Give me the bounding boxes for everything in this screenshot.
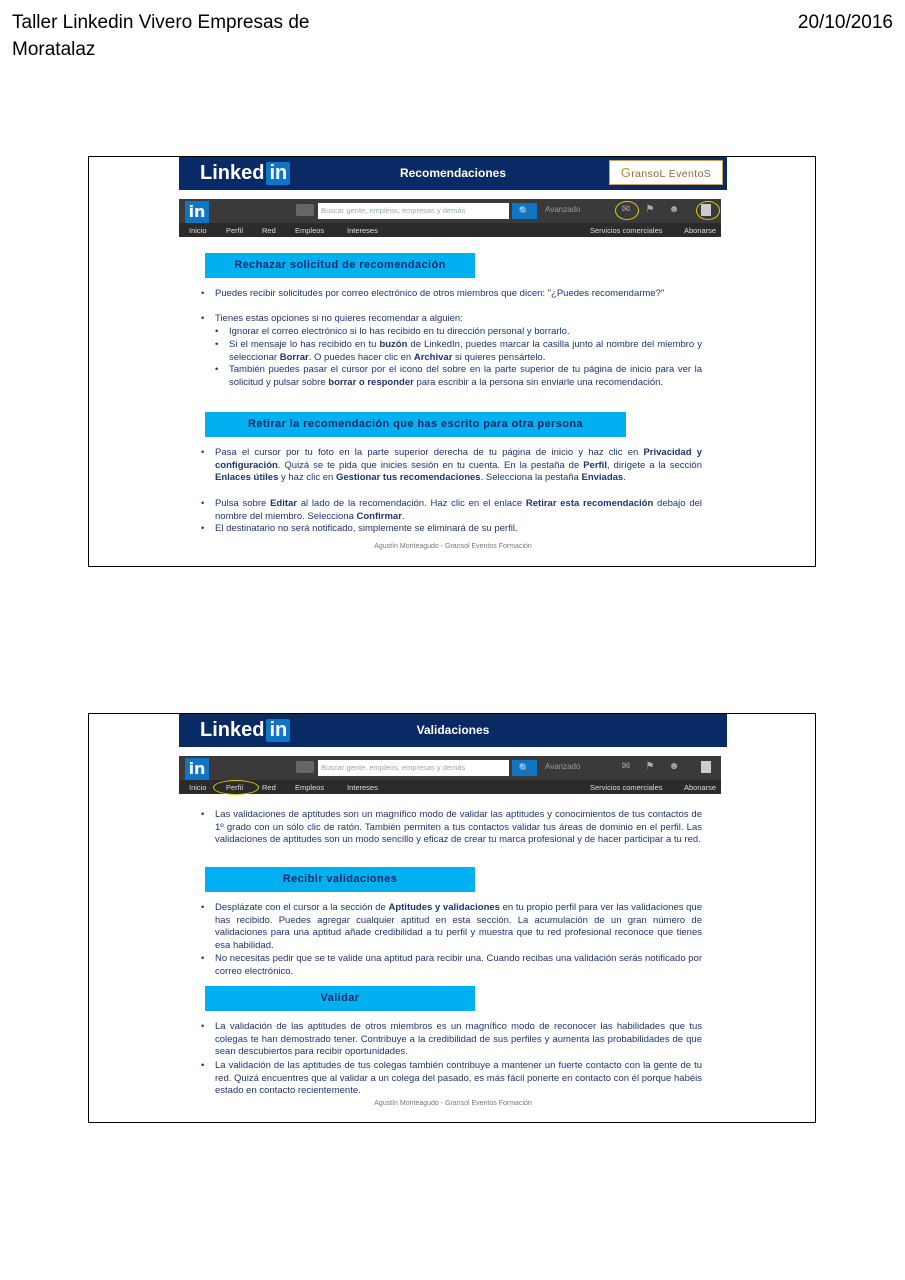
- section-heading: Validar: [205, 986, 475, 1011]
- gransol-logo: GransoL EventoS: [609, 160, 723, 185]
- nav-perfil[interactable]: Perfil: [226, 226, 244, 235]
- bullet-item: • La validación de las aptitudes de otros miembros es un magnífico modo de reconocer las habilidades que tus colegas te han demostrado tener. Contribuye a la credibilidad de sus perfiles y aumenta las probabilidades de que sean descubiertos para recibir oportunidades.: [201, 1021, 702, 1058]
- linkedin-logo: Linked in: [200, 162, 290, 185]
- linkedin-home-icon[interactable]: in: [185, 758, 209, 780]
- menu-icon[interactable]: [296, 204, 314, 216]
- slide-footer: Agustín Monteagudo - Gransol Eventos Formación: [374, 543, 532, 550]
- sub-bullet-item: • También puedes pasar el cursor por el icono del sobre en la parte superior de tu página de inicio para ver la solicitud y pulsar sobre borrar o responder para escribir a la persona sin enviarle una recomendación.: [215, 364, 702, 388]
- nav-intereses[interactable]: Intereses: [347, 226, 378, 235]
- bullet-item: • Las validaciones de aptitudes son un magnífico modo de validar las aptitudes y conocimientos de tus contactos de 1º grado con un sólo clic de ratón. También permiten a tus contactos validar tus áreas de dominio en el perfil. Las validaciones de aptitudes son un modo sencillo y eficaz de crear tu marca profesional y de hacer participar a tu red.: [201, 809, 702, 846]
- linkedin-navbar: [179, 199, 721, 237]
- search-input[interactable]: Buscar gente, empleos, empresas y demás: [318, 760, 509, 776]
- flag-icon[interactable]: ⚑: [645, 204, 655, 215]
- profile-icon[interactable]: [701, 761, 711, 773]
- slide-title-bar: [179, 157, 727, 190]
- add-contact-icon[interactable]: ☻: [668, 761, 680, 772]
- advanced-search-link[interactable]: Avanzado: [545, 762, 581, 771]
- envelope-icon[interactable]: ✉: [621, 761, 631, 772]
- bullet-item: • El destinatario no será notificado, simplemente se eliminará de su perfil.: [201, 523, 518, 534]
- nav-abonarse[interactable]: Abonarse: [684, 226, 717, 235]
- slide-title-bar: [179, 714, 727, 747]
- search-icon[interactable]: 🔍: [512, 203, 537, 219]
- slide-recomendaciones: [88, 156, 816, 567]
- advanced-search-link[interactable]: Avanzado: [545, 205, 581, 214]
- document-date: 20/10/2016: [797, 12, 893, 33]
- profile-highlight: [696, 201, 720, 220]
- bullet-item: • Pasa el cursor por tu foto en la parte superior derecha de tu página de inicio y haz clic en Privacidad y configuración. Quizá se te pida que inicies sesión en tu cuenta. En la pestaña de Perfil, dirígete a la sección Enlaces útiles y haz clic en Gestionar tus recomendaciones. Selecciona la pestaña Enviadas.: [201, 447, 702, 484]
- slide-validaciones: [88, 713, 816, 1123]
- linkedin-navbar: [179, 756, 721, 794]
- bullet-item: • La validación de las aptitudes de tus colegas también contribuye a mantener un fuerte contacto con la gente de tu red. Quizá encuentres que al validar a un colega del pasado, es más fácil ponerte en contacto con él porque habéis estado en contacto recientemente.: [201, 1060, 702, 1097]
- nav-inicio[interactable]: Inicio: [189, 783, 207, 792]
- document-title: Taller Linkedin Vivero Empresas de Moratalaz: [12, 12, 310, 60]
- perfil-highlight: [213, 780, 259, 795]
- nav-perfil[interactable]: Perfil: [226, 783, 244, 792]
- slide-footer: Agustín Monteagudo - Gransol Eventos Formación: [374, 1100, 532, 1107]
- envelope-highlight: [615, 201, 639, 220]
- bullet-item: • Puedes recibir solicitudes por correo electrónico de otros miembros que dicen: "¿Puedes recomendarme?": [201, 288, 665, 299]
- slide-title: Validaciones: [416, 723, 490, 737]
- nav-abonarse[interactable]: Abonarse: [684, 783, 717, 792]
- section-heading: Rechazar solicitud de recomendación: [205, 253, 475, 278]
- bullet-item: • No necesitas pedir que se te valide una aptitud para recibir una. Cuando recibas una validación serás notificado por correo electrónico.: [201, 953, 702, 977]
- add-contact-icon[interactable]: ☻: [668, 204, 680, 215]
- flag-icon[interactable]: ⚑: [645, 761, 655, 772]
- menu-icon[interactable]: [296, 761, 314, 773]
- nav-inicio[interactable]: Inicio: [189, 226, 207, 235]
- nav-empleos[interactable]: Empleos: [295, 226, 325, 235]
- nav-intereses[interactable]: Intereses: [347, 783, 378, 792]
- section-heading: Recibir validaciones: [205, 867, 475, 892]
- linkedin-home-icon[interactable]: in: [185, 201, 209, 223]
- nav-servicios[interactable]: Servicios comerciales: [590, 226, 663, 235]
- sub-bullet-item: • Si el mensaje lo has recibido en tu buzón de LinkedIn, puedes marcar la casilla junto al nombre del miembro y seleccionar Borrar. O puedes hacer clic en Archivar si quieres pensártelo.: [215, 339, 702, 363]
- nav-empleos[interactable]: Empleos: [295, 783, 325, 792]
- search-icon[interactable]: 🔍: [512, 760, 537, 776]
- linkedin-logo: Linked in: [200, 719, 290, 742]
- nav-red[interactable]: Red: [262, 783, 276, 792]
- sub-bullet-item: • Ignorar el correo electrónico si lo has recibido en tu dirección personal y borrarlo.: [215, 326, 570, 337]
- slide-title: Recomendaciones: [399, 166, 507, 180]
- nav-servicios[interactable]: Servicios comerciales: [590, 783, 663, 792]
- section-heading: Retirar la recomendación que has escrito para otra persona: [205, 412, 626, 437]
- bullet-item: • Pulsa sobre Editar al lado de la recomendación. Haz clic en el enlace Retirar esta recomendación debajo del nombre del miembro. Selecciona Confirmar.: [201, 498, 703, 522]
- nav-red[interactable]: Red: [262, 226, 276, 235]
- bullet-item: • Desplázate con el cursor a la sección de Aptitudes y validaciones en tu propio perfil para ver las validaciones que has recibido. Puedes agregar cualquier aptitud en esta sección. La acumulación de un gran número de validaciones para una aptitud añade credibilidad a tu perfil y muestra que tu red profesional reconoce que tienes esa habilidad.: [201, 902, 702, 951]
- envelope-icon[interactable]: ✉: [621, 204, 631, 215]
- search-input[interactable]: Buscar gente, empleos, empresas y demás: [318, 203, 509, 219]
- bullet-item: • Tienes estas opciones si no quieres recomendar a alguien:: [201, 313, 463, 324]
